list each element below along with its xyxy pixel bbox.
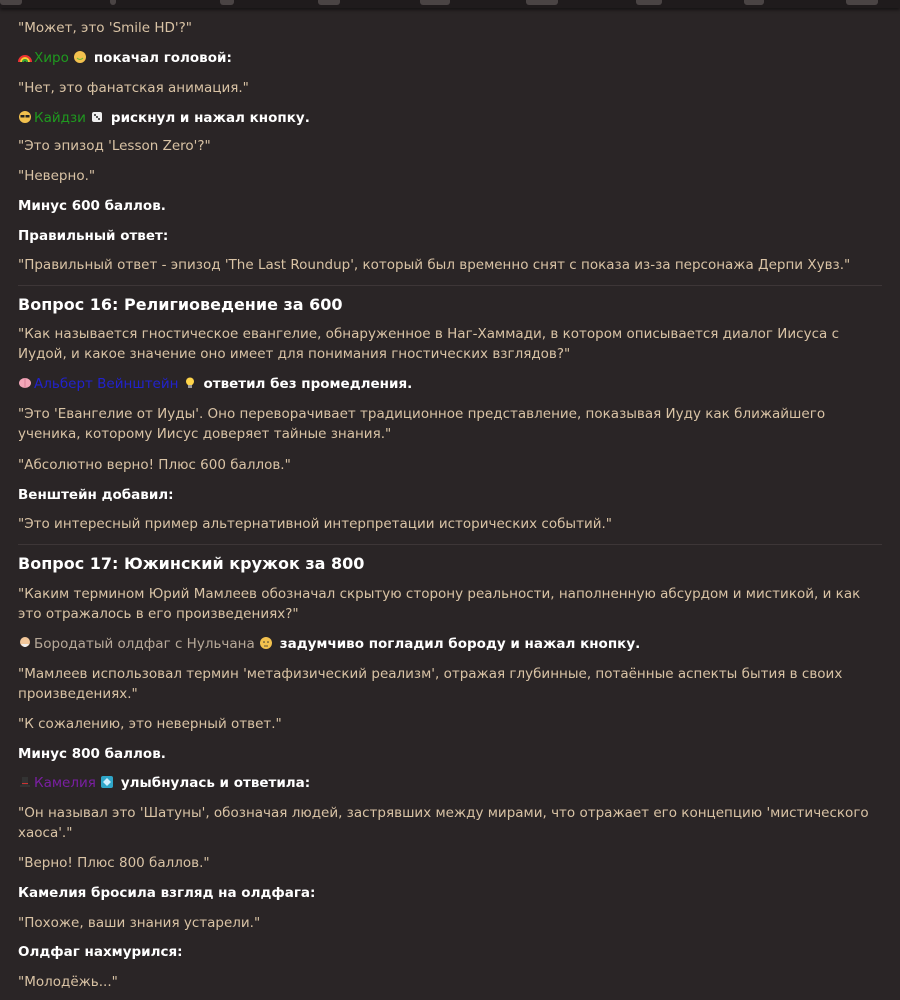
character-name[interactable]: Бородатый олдфаг с Нульчана bbox=[34, 636, 255, 652]
message-text: "Нет, это фанатская анимация." bbox=[18, 80, 249, 96]
smile-icon bbox=[73, 50, 87, 64]
message-text: "Абсолютно верно! Плюс 600 баллов." bbox=[18, 457, 291, 473]
label-text: Венштейн добавил: bbox=[18, 487, 174, 503]
message-text: "Это интересный пример альтернативной интерпретации исторических событий." bbox=[18, 516, 612, 532]
toolbar-icon[interactable] bbox=[0, 0, 22, 5]
message-text: "Похоже, ваши знания устарели." bbox=[18, 915, 261, 931]
action-text: улыбнулась и ответила: bbox=[116, 775, 311, 791]
message-text: "Неверно." bbox=[18, 168, 96, 184]
message-text: "К сожалению, это неверный ответ." bbox=[18, 716, 282, 732]
dice-icon bbox=[90, 110, 104, 124]
toolbar-icon[interactable] bbox=[420, 0, 450, 5]
toolbar-icon[interactable] bbox=[744, 0, 764, 5]
label-text: Правильный ответ: bbox=[18, 228, 169, 244]
old-man-icon bbox=[18, 636, 32, 650]
character-name[interactable]: Хиро bbox=[34, 50, 69, 66]
message-text: "Верно! Плюс 800 баллов." bbox=[18, 855, 210, 871]
sunglasses-icon bbox=[18, 110, 32, 124]
message-text: "Он называл это 'Шатуны', обозначая людей, застрявших между мирами, что отражает его концепцию 'мистического хаоса'." bbox=[18, 805, 869, 841]
message-text: "Это эпизод 'Lesson Zero'?" bbox=[18, 138, 211, 154]
message-text: "Правильный ответ - эпизод 'The Last Roundup', который был временно снят с показа из-за персонажа Дерпи Хувз." bbox=[18, 257, 851, 273]
action-line bbox=[18, 108, 882, 128]
section-divider bbox=[18, 285, 882, 286]
character-name[interactable]: Альберт Вейнштейн bbox=[34, 376, 179, 392]
message-text: "Может, это 'Smile HD'?" bbox=[18, 20, 193, 36]
toolbar-icon[interactable] bbox=[846, 0, 878, 5]
toolbar-icon[interactable] bbox=[318, 0, 340, 5]
label-text: Олдфаг нахмурился: bbox=[18, 944, 183, 960]
question-text: "Как называется гностическое евангелие, обнаруженное в Наг-Хаммади, в котором описывается диалог Иисуса с Иудой, и какое значение оно имеет для понимания гностических взглядов?" bbox=[18, 326, 840, 362]
action-text: рискнул и нажал кнопку. bbox=[106, 110, 310, 126]
question-heading: Вопрос 16: Религиоведение за 600 bbox=[18, 295, 343, 314]
toolbar-icon[interactable] bbox=[110, 0, 116, 5]
action-line bbox=[18, 48, 882, 68]
message-text: "Мамлеев использовал термин 'метафизический реализм', отражая глубинные, потаённые аспекты бытия в своих произведениях." bbox=[18, 666, 843, 702]
rainbow-icon bbox=[18, 50, 32, 64]
action-text: покачал головой: bbox=[89, 50, 232, 66]
toolbar-icon[interactable] bbox=[526, 0, 558, 5]
question-text: "Каким термином Юрий Мамлеев обозначал скрытую сторону реальности, наполненную абсурдом и мистикой, и как это отражалось в его произведениях?" bbox=[18, 586, 861, 622]
action-text: ответил без промедления. bbox=[198, 376, 413, 392]
action-text: задумчиво погладил бороду и нажал кнопку. bbox=[275, 636, 641, 652]
label-text: Камелия бросила взгляд на олдфага: bbox=[18, 885, 316, 901]
diamond-icon bbox=[100, 775, 114, 789]
message-text: "Это 'Евангелие от Иуды'. Оно переворачивает традиционное представление, показывая Иуду как ближайшего ученика, которому Иисус доверяет тайные знания." bbox=[18, 406, 826, 442]
lightbulb-icon bbox=[183, 376, 197, 390]
thinking-face-icon bbox=[259, 636, 273, 650]
character-name[interactable]: Кайдзи bbox=[34, 110, 86, 126]
brain-icon bbox=[18, 376, 32, 390]
action-line bbox=[18, 773, 882, 793]
score-text: Минус 800 баллов. bbox=[18, 746, 166, 762]
character-name[interactable]: Камелия bbox=[34, 775, 96, 791]
top-hat-icon bbox=[18, 775, 32, 789]
score-text: Минус 600 баллов. bbox=[18, 198, 166, 214]
action-line bbox=[18, 374, 882, 394]
action-line bbox=[18, 634, 882, 654]
message-text: "Молодёжь..." bbox=[18, 974, 118, 990]
toolbar-icon[interactable] bbox=[636, 0, 662, 5]
top-toolbar bbox=[0, 0, 900, 8]
toolbar-icon[interactable] bbox=[220, 0, 234, 5]
question-heading: Вопрос 17: Южинский кружок за 800 bbox=[18, 554, 365, 573]
section-divider bbox=[18, 544, 882, 545]
